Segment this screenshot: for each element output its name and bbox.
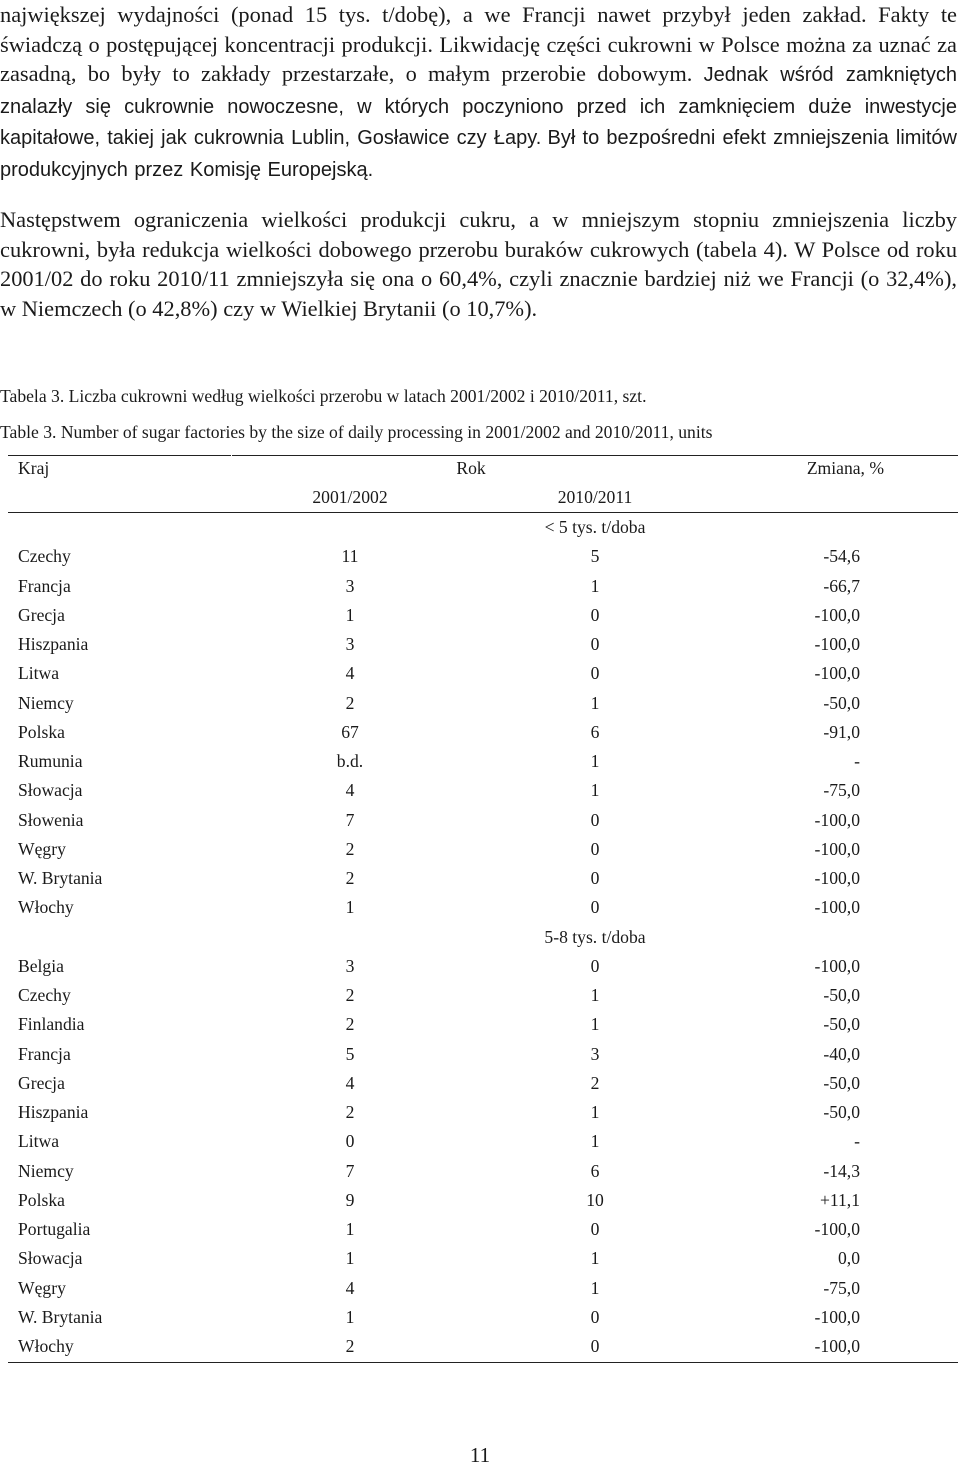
cell-2001: 2 <box>345 868 355 888</box>
cell-change: +11,1 <box>819 1189 860 1210</box>
cell-2010: 1 <box>590 1131 600 1152</box>
cell-2010: 1 <box>590 1014 600 1035</box>
paragraph-1-text-b: Jednak wśród zamkniętych znalazły się cukrownie nowoczesne, w których poczyniono przed ich zamknięciem duże inwestycje kapitałowe, takiej jak cukrownia Lublin, Gosławice czy Łapy. <box>0 64 957 149</box>
cell-2001: 4 <box>345 1072 355 1093</box>
cell-2010: 1 <box>590 692 600 713</box>
cell-2001: b.d. <box>336 751 364 771</box>
cell-2010: 0 <box>590 604 600 625</box>
cell-change: -54,6 <box>823 546 860 567</box>
cell-change: -100,0 <box>814 838 860 859</box>
cell-2001: 3 <box>345 955 355 976</box>
cell-2001: 1 <box>345 1306 355 1327</box>
cell-2010: 10 <box>586 1189 604 1210</box>
cell-country: Czechy <box>18 546 71 567</box>
cell-country: Francja <box>18 1043 71 1064</box>
table-caption-english: Table 3. Number of sugar factories by the size of daily processing in 2001/2002 and 2010/2011, units <box>0 422 713 442</box>
table-bottom-rule <box>8 1362 958 1363</box>
cell-country: Włochy <box>18 1336 74 1356</box>
cell-2010: 6 <box>590 1160 600 1181</box>
cell-2010: 1 <box>590 1102 600 1122</box>
cell-country: Czechy <box>18 985 71 1005</box>
cell-2001: 4 <box>345 1277 355 1298</box>
cell-change: -66,7 <box>823 575 860 596</box>
cell-2001: 2 <box>345 1102 355 1122</box>
cell-2010: 5 <box>590 546 600 567</box>
cell-change: -100,0 <box>814 634 860 654</box>
cell-2010: 1 <box>590 1277 600 1298</box>
cell-2001: 4 <box>345 780 355 801</box>
header-year-2001: 2001/2002 <box>312 487 388 507</box>
cell-country: W. Brytania <box>18 868 103 888</box>
cell-change: -50,0 <box>823 1014 860 1035</box>
cell-change: -100,0 <box>814 897 860 918</box>
cell-2010: 0 <box>590 809 600 830</box>
cell-country: Włochy <box>18 897 74 918</box>
paragraph-1 <box>0 0 957 185</box>
header-change: Zmiana, % <box>806 458 884 478</box>
cell-2010: 1 <box>590 1248 600 1269</box>
cell-2001: 9 <box>345 1189 355 1210</box>
header-country: Kraj <box>18 458 50 478</box>
cell-country: Litwa <box>18 1131 60 1152</box>
cell-2001: 1 <box>345 897 355 918</box>
cell-change: -14,3 <box>823 1160 860 1181</box>
cell-2001: 4 <box>345 663 355 684</box>
cell-change: -40,0 <box>823 1043 860 1064</box>
cell-country: Litwa <box>18 663 60 684</box>
cell-country: Polska <box>18 721 65 742</box>
cell-2001: 7 <box>345 1160 355 1181</box>
table-header-rule <box>8 512 958 513</box>
cell-2010: 0 <box>590 897 600 918</box>
header-year-2010: 2010/2011 <box>557 487 633 507</box>
cell-country: Węgry <box>18 1277 66 1298</box>
cell-country: Słowenia <box>18 809 84 830</box>
cell-2010: 0 <box>590 838 600 859</box>
cell-2001: 1 <box>345 1219 355 1239</box>
table-top-rule-left <box>8 455 231 456</box>
cell-change: - <box>854 1131 860 1152</box>
cell-country: Węgry <box>18 838 66 859</box>
cell-change: -75,0 <box>823 1277 860 1298</box>
cell-country: Słowacja <box>18 1248 83 1269</box>
cell-2010: 1 <box>590 780 600 801</box>
paragraph-1-text-c: Był to bezpośredni efekt zmniejszenia limitów produkcyjnych przez Komisję Europejską. <box>0 127 957 181</box>
cell-2001: 0 <box>345 1131 355 1152</box>
table-caption-polish: Tabela 3. Liczba cukrowni według wielkości przerobu w latach 2001/2002 i 2010/2011, szt. <box>0 386 647 406</box>
cell-2010: 3 <box>590 1043 600 1064</box>
cell-2010: 0 <box>590 1336 600 1356</box>
cell-2001: 7 <box>345 809 355 830</box>
cell-country: W. Brytania <box>18 1306 103 1327</box>
cell-country: Francja <box>18 575 71 596</box>
section-label: < 5 tys. t/doba <box>544 517 646 537</box>
cell-2001: 2 <box>345 1014 355 1035</box>
header-year-group: Rok <box>456 458 486 478</box>
cell-2001: 2 <box>345 1336 355 1356</box>
cell-country: Finlandia <box>18 1014 85 1035</box>
cell-change: -91,0 <box>823 721 860 742</box>
cell-country: Rumunia <box>18 751 83 771</box>
cell-country: Portugalia <box>18 1219 91 1239</box>
cell-country: Niemcy <box>18 1160 74 1181</box>
cell-country: Hiszpania <box>18 1102 89 1122</box>
cell-2001: 67 <box>341 721 359 742</box>
cell-2001: 3 <box>345 634 355 654</box>
paragraph-2-text-a: Następstwem ograniczenia wielkości produkcji cukru, a w mniejszym stopniu zmniejszenia liczby cukrowni, była redukcja wielkości dobowego przerobu buraków cukrowych (tabela 4). <box>0 207 957 262</box>
cell-2010: 0 <box>590 663 600 684</box>
cell-2010: 1 <box>590 985 600 1005</box>
section-label: 5-8 tys. t/doba <box>544 926 646 947</box>
cell-2010: 0 <box>590 868 600 888</box>
cell-change: -100,0 <box>814 955 860 976</box>
cell-change: -100,0 <box>814 1306 860 1327</box>
cell-country: Grecja <box>18 1072 65 1093</box>
cell-change: - <box>854 751 860 771</box>
cell-2001: 2 <box>345 838 355 859</box>
cell-change: -100,0 <box>814 809 860 830</box>
paragraph-1-text-a: największej wydajności (ponad 15 tys. t/dobę), a we Francji nawet przybył jeden zakład. Fakty te świadczą o postępującej koncentracji produkcji. Likwidację części cukrowni w Polsce można za uznać za zasadną, bo były to zakłady przestarzałe, o małym przerobie dobowym. <box>0 2 957 86</box>
cell-country: Belgia <box>18 955 64 976</box>
paragraph-2 <box>0 205 957 323</box>
cell-2010: 0 <box>590 634 600 654</box>
page-number: 11 <box>469 1443 491 1467</box>
cell-change: -50,0 <box>823 692 860 713</box>
cell-change: 0,0 <box>838 1248 860 1269</box>
cell-2010: 6 <box>590 721 600 742</box>
cell-2010: 0 <box>590 1219 600 1239</box>
cell-2001: 11 <box>341 546 359 567</box>
cell-change: -100,0 <box>814 604 860 625</box>
cell-change: -100,0 <box>814 1336 860 1356</box>
cell-2001: 3 <box>345 575 355 596</box>
cell-change: -75,0 <box>823 780 860 801</box>
table-top-rule-right <box>232 455 958 456</box>
cell-country: Grecja <box>18 604 65 625</box>
cell-2010: 0 <box>590 955 600 976</box>
cell-2001: 2 <box>345 692 355 713</box>
cell-2001: 1 <box>345 1248 355 1269</box>
cell-country: Hiszpania <box>18 634 89 654</box>
cell-change: -100,0 <box>814 1219 860 1239</box>
cell-2010: 2 <box>590 1072 600 1093</box>
cell-2001: 1 <box>345 604 355 625</box>
cell-2010: 0 <box>590 1306 600 1327</box>
cell-country: Słowacja <box>18 780 83 801</box>
cell-country: Niemcy <box>18 692 74 713</box>
cell-change: -50,0 <box>823 1102 860 1122</box>
cell-change: -50,0 <box>823 1072 860 1093</box>
cell-change: -100,0 <box>814 663 860 684</box>
cell-2001: 2 <box>345 985 355 1005</box>
cell-2010: 1 <box>590 575 600 596</box>
cell-country: Polska <box>18 1189 65 1210</box>
cell-change: -50,0 <box>823 985 860 1005</box>
cell-2010: 1 <box>590 751 600 771</box>
paragraph-2-text-b: W Polsce od roku 2001/02 do roku 2010/11 zmniejszyła się ona o 60,4%, czyli znacznie bardziej niż we Francji (o 32,4%), w Niemczech (o 42,8%) czy w Wielkiej Brytanii (o 10,7%). <box>0 236 958 321</box>
cell-2001: 5 <box>345 1043 355 1064</box>
cell-change: -100,0 <box>814 868 860 888</box>
